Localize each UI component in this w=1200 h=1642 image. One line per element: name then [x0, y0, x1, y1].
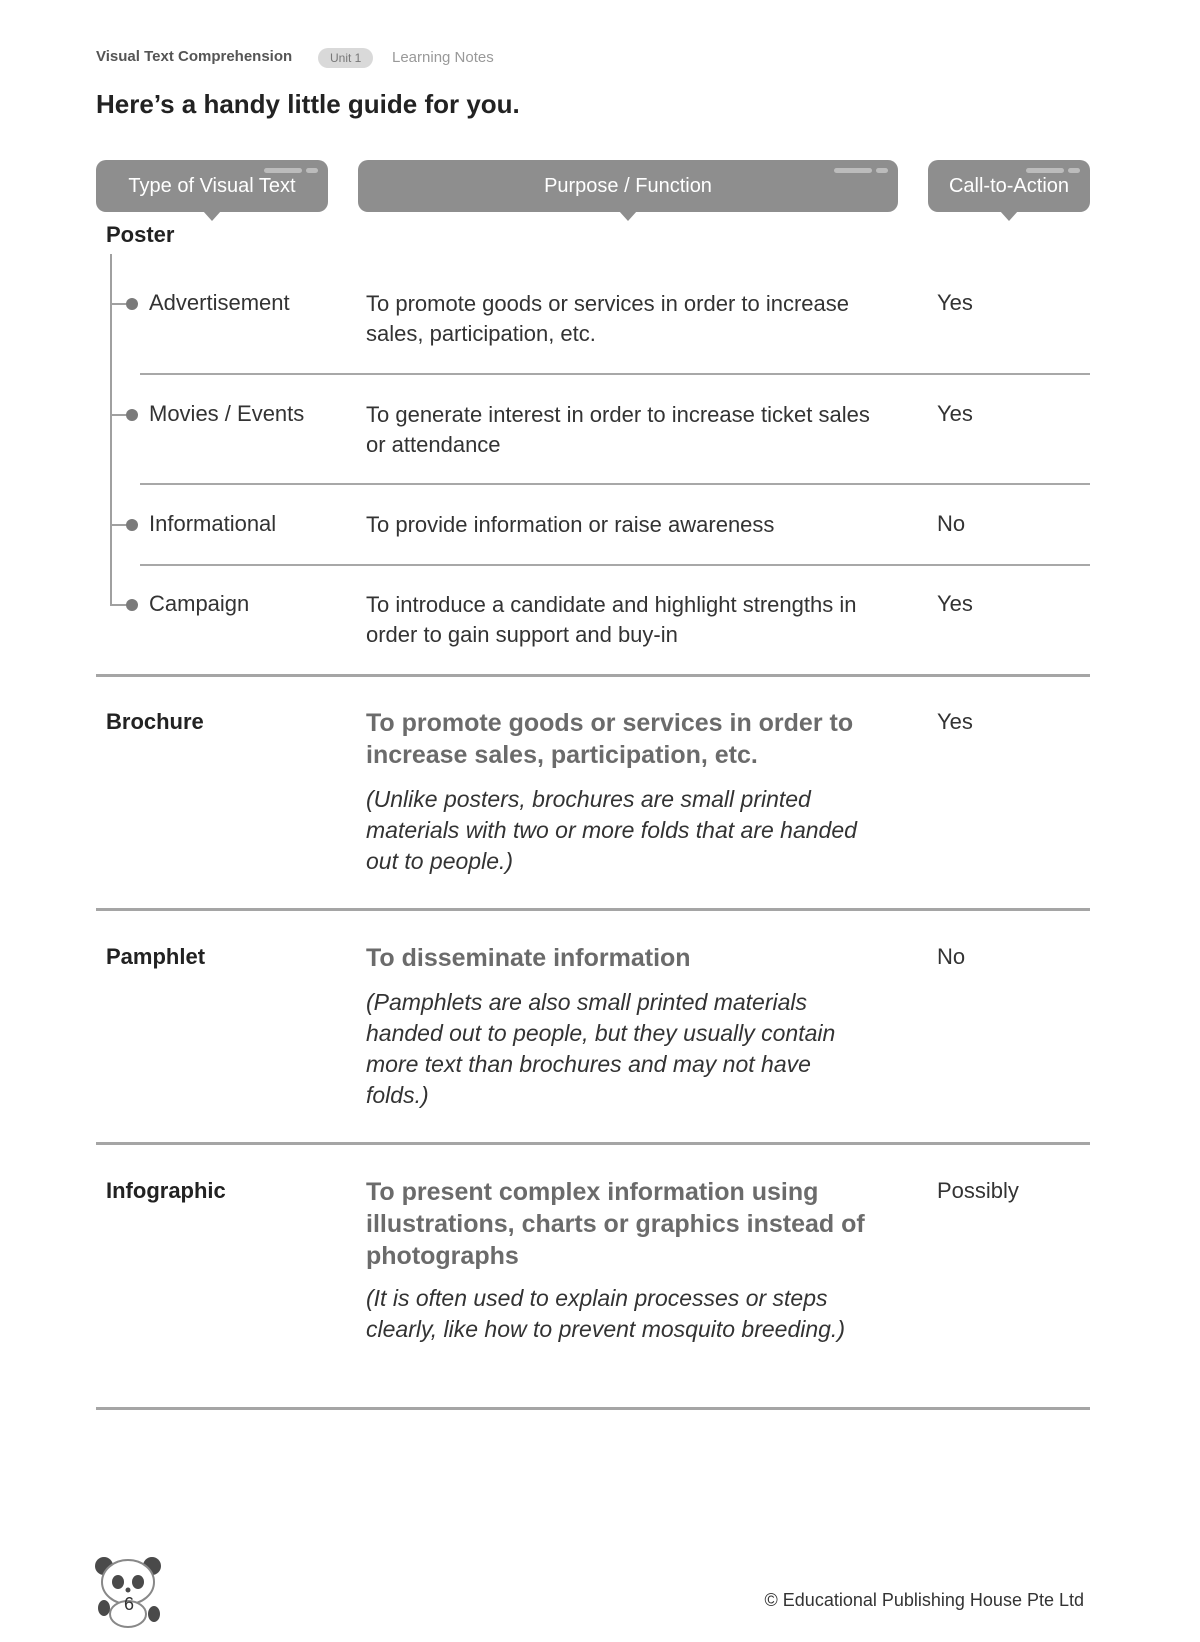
document-title: Visual Text Comprehension: [96, 48, 293, 65]
tree-branch: [112, 604, 126, 606]
column-header-purpose-label: Purpose / Function: [544, 175, 712, 197]
decorative-bar: [834, 168, 872, 173]
speech-tail: [619, 211, 637, 221]
section-divider: [96, 674, 1090, 677]
tree-branch: [112, 303, 126, 305]
category-brochure: Brochure: [106, 709, 204, 734]
speech-tail: [1000, 211, 1018, 221]
speech-tail: [203, 211, 221, 221]
section-divider: [96, 1142, 1090, 1145]
subtype-advertisement: Advertisement: [149, 290, 290, 315]
category-poster: Poster: [106, 222, 175, 247]
cta-informational: No: [937, 511, 966, 536]
row-divider: [140, 564, 1090, 566]
bullet-icon: [126, 519, 138, 531]
cta-advertisement: Yes: [937, 290, 973, 315]
column-header-purpose: [358, 160, 898, 212]
column-header-cta-label: Call-to-Action: [948, 175, 1070, 197]
cta-campaign: Yes: [937, 591, 973, 616]
purpose-brochure: To promote goods or services in order to increase sales, participation, etc.: [366, 709, 854, 769]
subtype-campaign: Campaign: [149, 591, 250, 616]
tree-branch: [112, 414, 126, 416]
row-divider: [140, 373, 1090, 375]
panda-mascot-icon: [92, 1552, 168, 1628]
note-pamphlet: (Pamphlets are also small printed materials handed out to people, but they usually contain more text than brochures and may not have folds.): [366, 989, 836, 1108]
copyright-text: © Educational Publishing House Pte Ltd: [764, 1590, 1084, 1610]
decorative-bar: [264, 168, 302, 173]
purpose-pamphlet: To disseminate information: [366, 944, 691, 972]
cta-movies-events: Yes: [937, 401, 973, 426]
category-pamphlet: Pamphlet: [106, 944, 206, 969]
page-heading: Here’s a handy little guide for you.: [96, 89, 520, 119]
subtype-informational: Informational: [149, 511, 277, 536]
cta-infographic: Possibly: [937, 1178, 1019, 1203]
subtype-movies-events: Movies / Events: [149, 401, 305, 426]
tree-branch: [112, 524, 126, 526]
purpose-informational: To provide information or raise awareness: [366, 512, 775, 537]
cta-pamphlet: No: [937, 944, 966, 969]
category-infographic: Infographic: [106, 1178, 226, 1203]
purpose-movies-events: To generate interest in order to increase ticket sales or attendance: [366, 402, 870, 457]
bullet-icon: [126, 409, 138, 421]
section-divider: [96, 908, 1090, 911]
decorative-bar: [1068, 168, 1080, 173]
bullet-icon: [126, 599, 138, 611]
unit-badge: Unit 1: [318, 48, 373, 68]
decorative-bar: [1026, 168, 1064, 173]
purpose-campaign: To introduce a candidate and highlight strengths in order to gain support and buy-in: [366, 592, 857, 647]
page-number: 6: [124, 1594, 135, 1614]
column-header-type: [96, 160, 328, 212]
bullet-icon: [126, 298, 138, 310]
column-header-cta: [928, 160, 1090, 212]
tree-line: [110, 254, 112, 606]
section-label: Learning Notes: [392, 49, 494, 66]
note-infographic: (It is often used to explain processes or steps clearly, like how to prevent mosquito breeding.): [366, 1285, 845, 1342]
decorative-bar: [876, 168, 888, 173]
note-brochure: (Unlike posters, brochures are small printed materials with two or more folds that are handed out to people.): [366, 786, 857, 874]
cta-brochure: Yes: [937, 709, 973, 734]
purpose-infographic: To present complex information using illustrations, charts or graphics instead of photographs: [366, 1178, 865, 1270]
purpose-advertisement: To promote goods or services in order to increase sales, participation, etc.: [366, 291, 850, 346]
column-header-type-label: Type of Visual Text: [128, 175, 296, 197]
row-divider: [140, 483, 1090, 485]
section-divider: [96, 1407, 1090, 1410]
decorative-bar: [306, 168, 318, 173]
